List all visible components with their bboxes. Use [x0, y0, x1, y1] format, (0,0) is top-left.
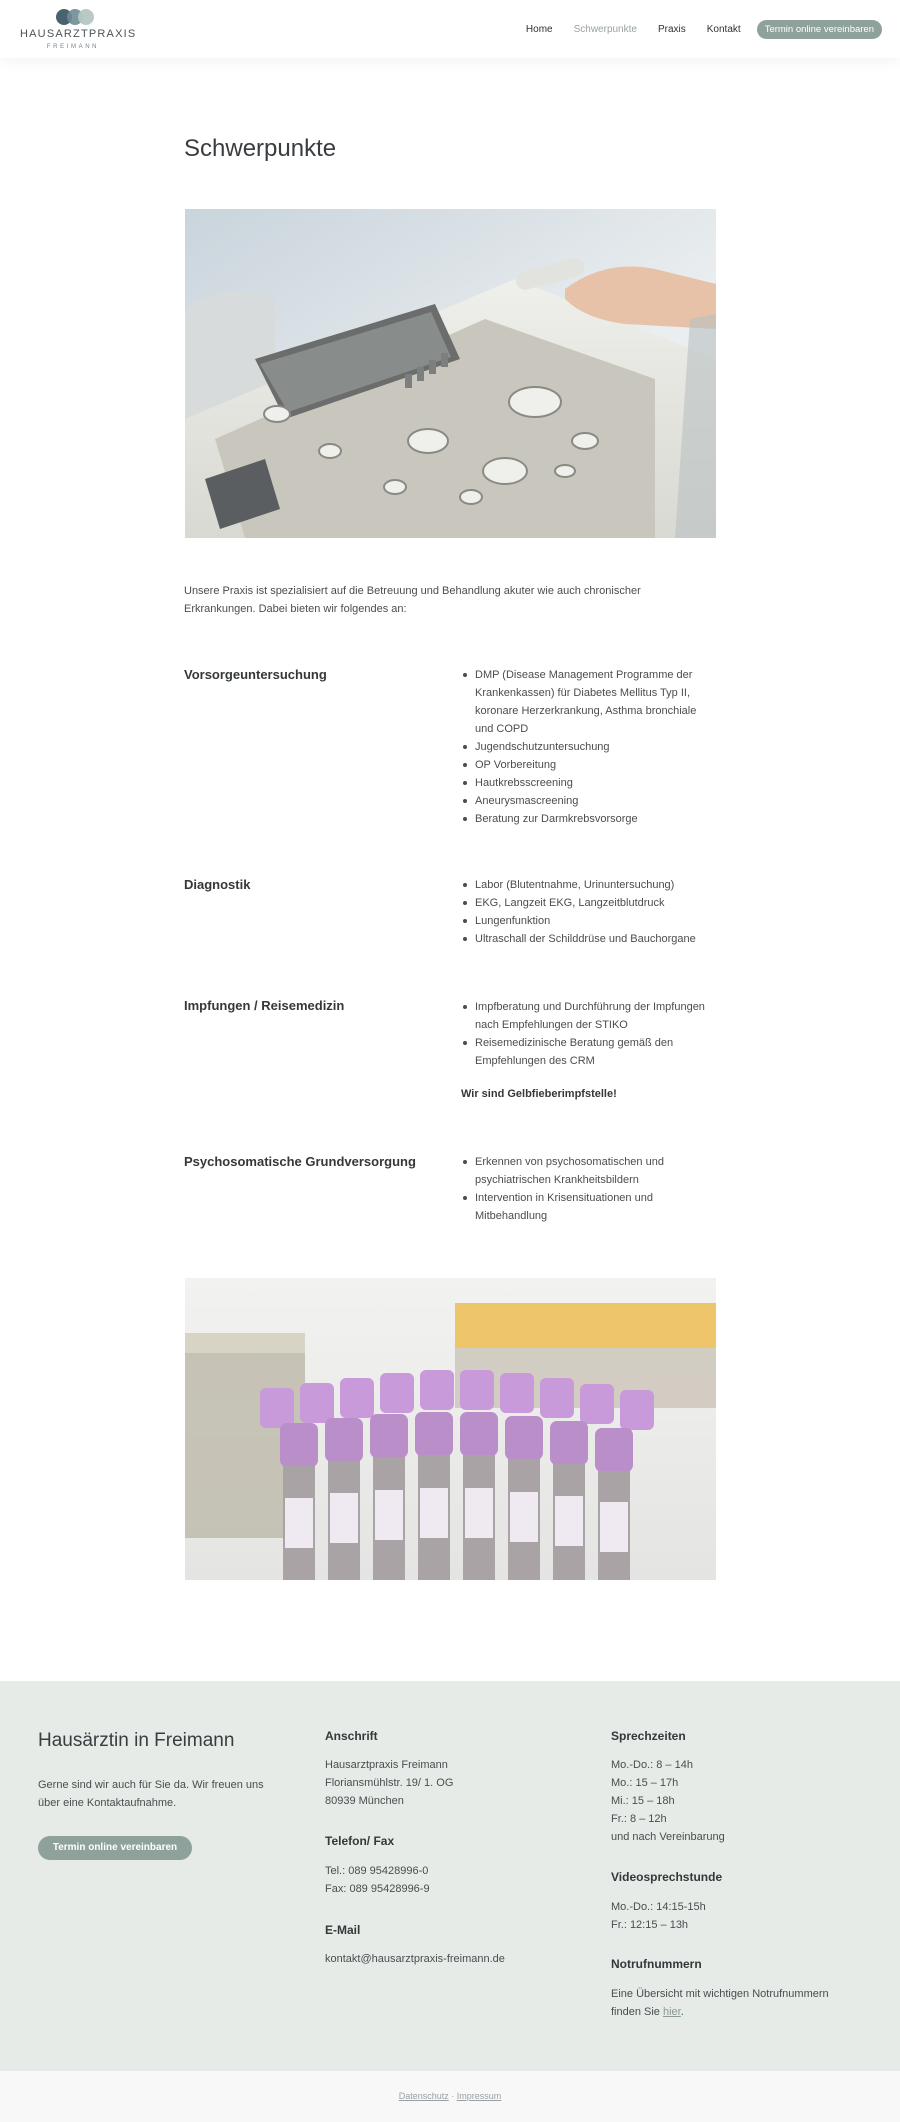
address-line: Hausarztpraxis Freimann: [325, 1759, 448, 1771]
video-block: [611, 1898, 706, 1934]
logo-mark-icon: [56, 9, 96, 25]
emergency-link[interactable]: hier: [663, 2006, 681, 2018]
section-title-vorsorge: Vorsorgeuntersuchung: [184, 667, 327, 682]
list-item: Ultraschall der Schilddrüse und Bauchorgane: [461, 930, 713, 948]
email-heading: E-Mail: [325, 1923, 361, 1937]
logo[interactable]: [20, 9, 137, 53]
phone-heading: Telefon/ Fax: [325, 1834, 395, 1848]
nav-kontakt[interactable]: Kontakt: [706, 23, 741, 35]
list-psychosomatik: [461, 1153, 713, 1225]
list-item: Labor (Blutentnahme, Urinuntersuchung): [461, 876, 713, 894]
main-nav: [505, 19, 882, 39]
list-vorsorge: [461, 666, 713, 828]
hours-line: Mi.: 15 – 18h: [611, 1795, 675, 1807]
emergency-text-body: Eine Übersicht mit wichtigen Notrufnummern finden Sie: [611, 1988, 829, 2018]
intro-text: Unsere Praxis ist spezialisiert auf die Betreuung und Behandlung akuter wie auch chronischer Erkrankungen. Dabei bieten wir folgendes an:: [184, 585, 641, 615]
list-item: Hautkrebsscreening: [461, 774, 713, 792]
logo-subtitle: FREIMANN: [46, 44, 100, 50]
list-impfungen: [461, 998, 713, 1070]
address-line: 80939 München: [325, 1795, 404, 1807]
list-item: Jugendschutzuntersuchung: [461, 738, 713, 756]
legal-separator: ·: [451, 2091, 455, 2101]
ultrasound-illustration: [185, 209, 716, 538]
list-item: Intervention in Krisensituationen und Mitbehandlung: [461, 1189, 713, 1225]
list-item: Impfberatung und Durchführung der Impfungen nach Empfehlungen der STIKO: [461, 998, 713, 1034]
section-title-impfungen: Impfungen / Reisemedizin: [184, 998, 345, 1013]
page-title: Schwerpunkte: [184, 135, 337, 162]
legal-bar: [0, 2071, 900, 2122]
emergency-text-end: .: [680, 2006, 684, 2018]
section-title-diagnostik: Diagnostik: [184, 877, 251, 892]
footer-intro: Gerne sind wir auch für Sie da. Wir freuen uns über eine Kontaktaufnahme.: [38, 1779, 264, 1809]
emergency-heading: Notrufnummern: [611, 1957, 702, 1971]
address-heading: Anschrift: [325, 1729, 378, 1743]
site-header: [0, 0, 900, 58]
phone-block: [325, 1862, 430, 1898]
hours-block: [611, 1756, 725, 1846]
address-block: [325, 1756, 453, 1810]
ultrasound-device-image: [185, 209, 716, 538]
footer-book-appointment-button[interactable]: Termin online vereinbaren: [38, 1836, 192, 1860]
list-item: Reisemedizinische Beratung gemäß den Empfehlungen des CRM: [461, 1034, 713, 1070]
blood-tubes-image: [185, 1278, 716, 1580]
address-line: Floriansmühlstr. 19/ 1. OG: [325, 1777, 454, 1789]
hours-line: und nach Vereinbarung: [611, 1831, 725, 1843]
section-title-psychosomatik: Psychosomatische Grundversorgung: [184, 1154, 416, 1169]
fax-line: Fax: 089 95428996-9: [325, 1883, 430, 1895]
nav-praxis[interactable]: Praxis: [657, 23, 686, 35]
list-item: Erkennen von psychosomatischen und psychiatrischen Krankheitsbildern: [461, 1153, 713, 1189]
site-footer: [0, 1681, 900, 2071]
list-item: Lungenfunktion: [461, 912, 713, 930]
list-item: OP Vorbereitung: [461, 756, 713, 774]
phone-line[interactable]: Tel.: 089 95428996-0: [325, 1865, 429, 1877]
hours-line: Mo.-Do.: 8 – 14h: [611, 1759, 693, 1771]
emergency-text: [611, 1985, 861, 2021]
video-line: Mo.-Do.: 14:15-15h: [611, 1901, 706, 1913]
book-appointment-button[interactable]: Termin online vereinbaren: [757, 20, 882, 39]
imprint-link[interactable]: Impressum: [456, 2091, 502, 2101]
yellow-fever-note: Wir sind Gelbfieberimpfstelle!: [461, 1088, 617, 1100]
list-item: Beratung zur Darmkrebsvorsorge: [461, 810, 713, 828]
video-heading: Videosprechstunde: [611, 1870, 723, 1884]
video-line: Fr.: 12:15 – 13h: [611, 1919, 689, 1931]
hours-heading: Sprechzeiten: [611, 1729, 686, 1743]
hours-line: Mo.: 15 – 17h: [611, 1777, 679, 1789]
list-item: Aneurysmascreening: [461, 792, 713, 810]
list-item: DMP (Disease Management Programme der Krankenkassen) für Diabetes Mellitus Typ II, koronare Herzerkrankung, Asthma bronchiale und COPD: [461, 666, 713, 738]
footer-title: Hausärztin in Freimann: [38, 1730, 235, 1751]
email-link[interactable]: kontakt@hausarztpraxis-freimann.de: [325, 1953, 505, 1965]
logo-text: HAUSARZTPRAXIS: [20, 28, 137, 40]
nav-home[interactable]: Home: [525, 23, 553, 35]
list-item: EKG, Langzeit EKG, Langzeitblutdruck: [461, 894, 713, 912]
nav-schwerpunkte[interactable]: Schwerpunkte: [573, 23, 637, 35]
privacy-link[interactable]: Datenschutz: [398, 2091, 449, 2101]
list-diagnostik: [461, 876, 713, 948]
hours-line: Fr.: 8 – 12h: [611, 1813, 667, 1825]
blood-tubes-illustration: [185, 1278, 716, 1580]
